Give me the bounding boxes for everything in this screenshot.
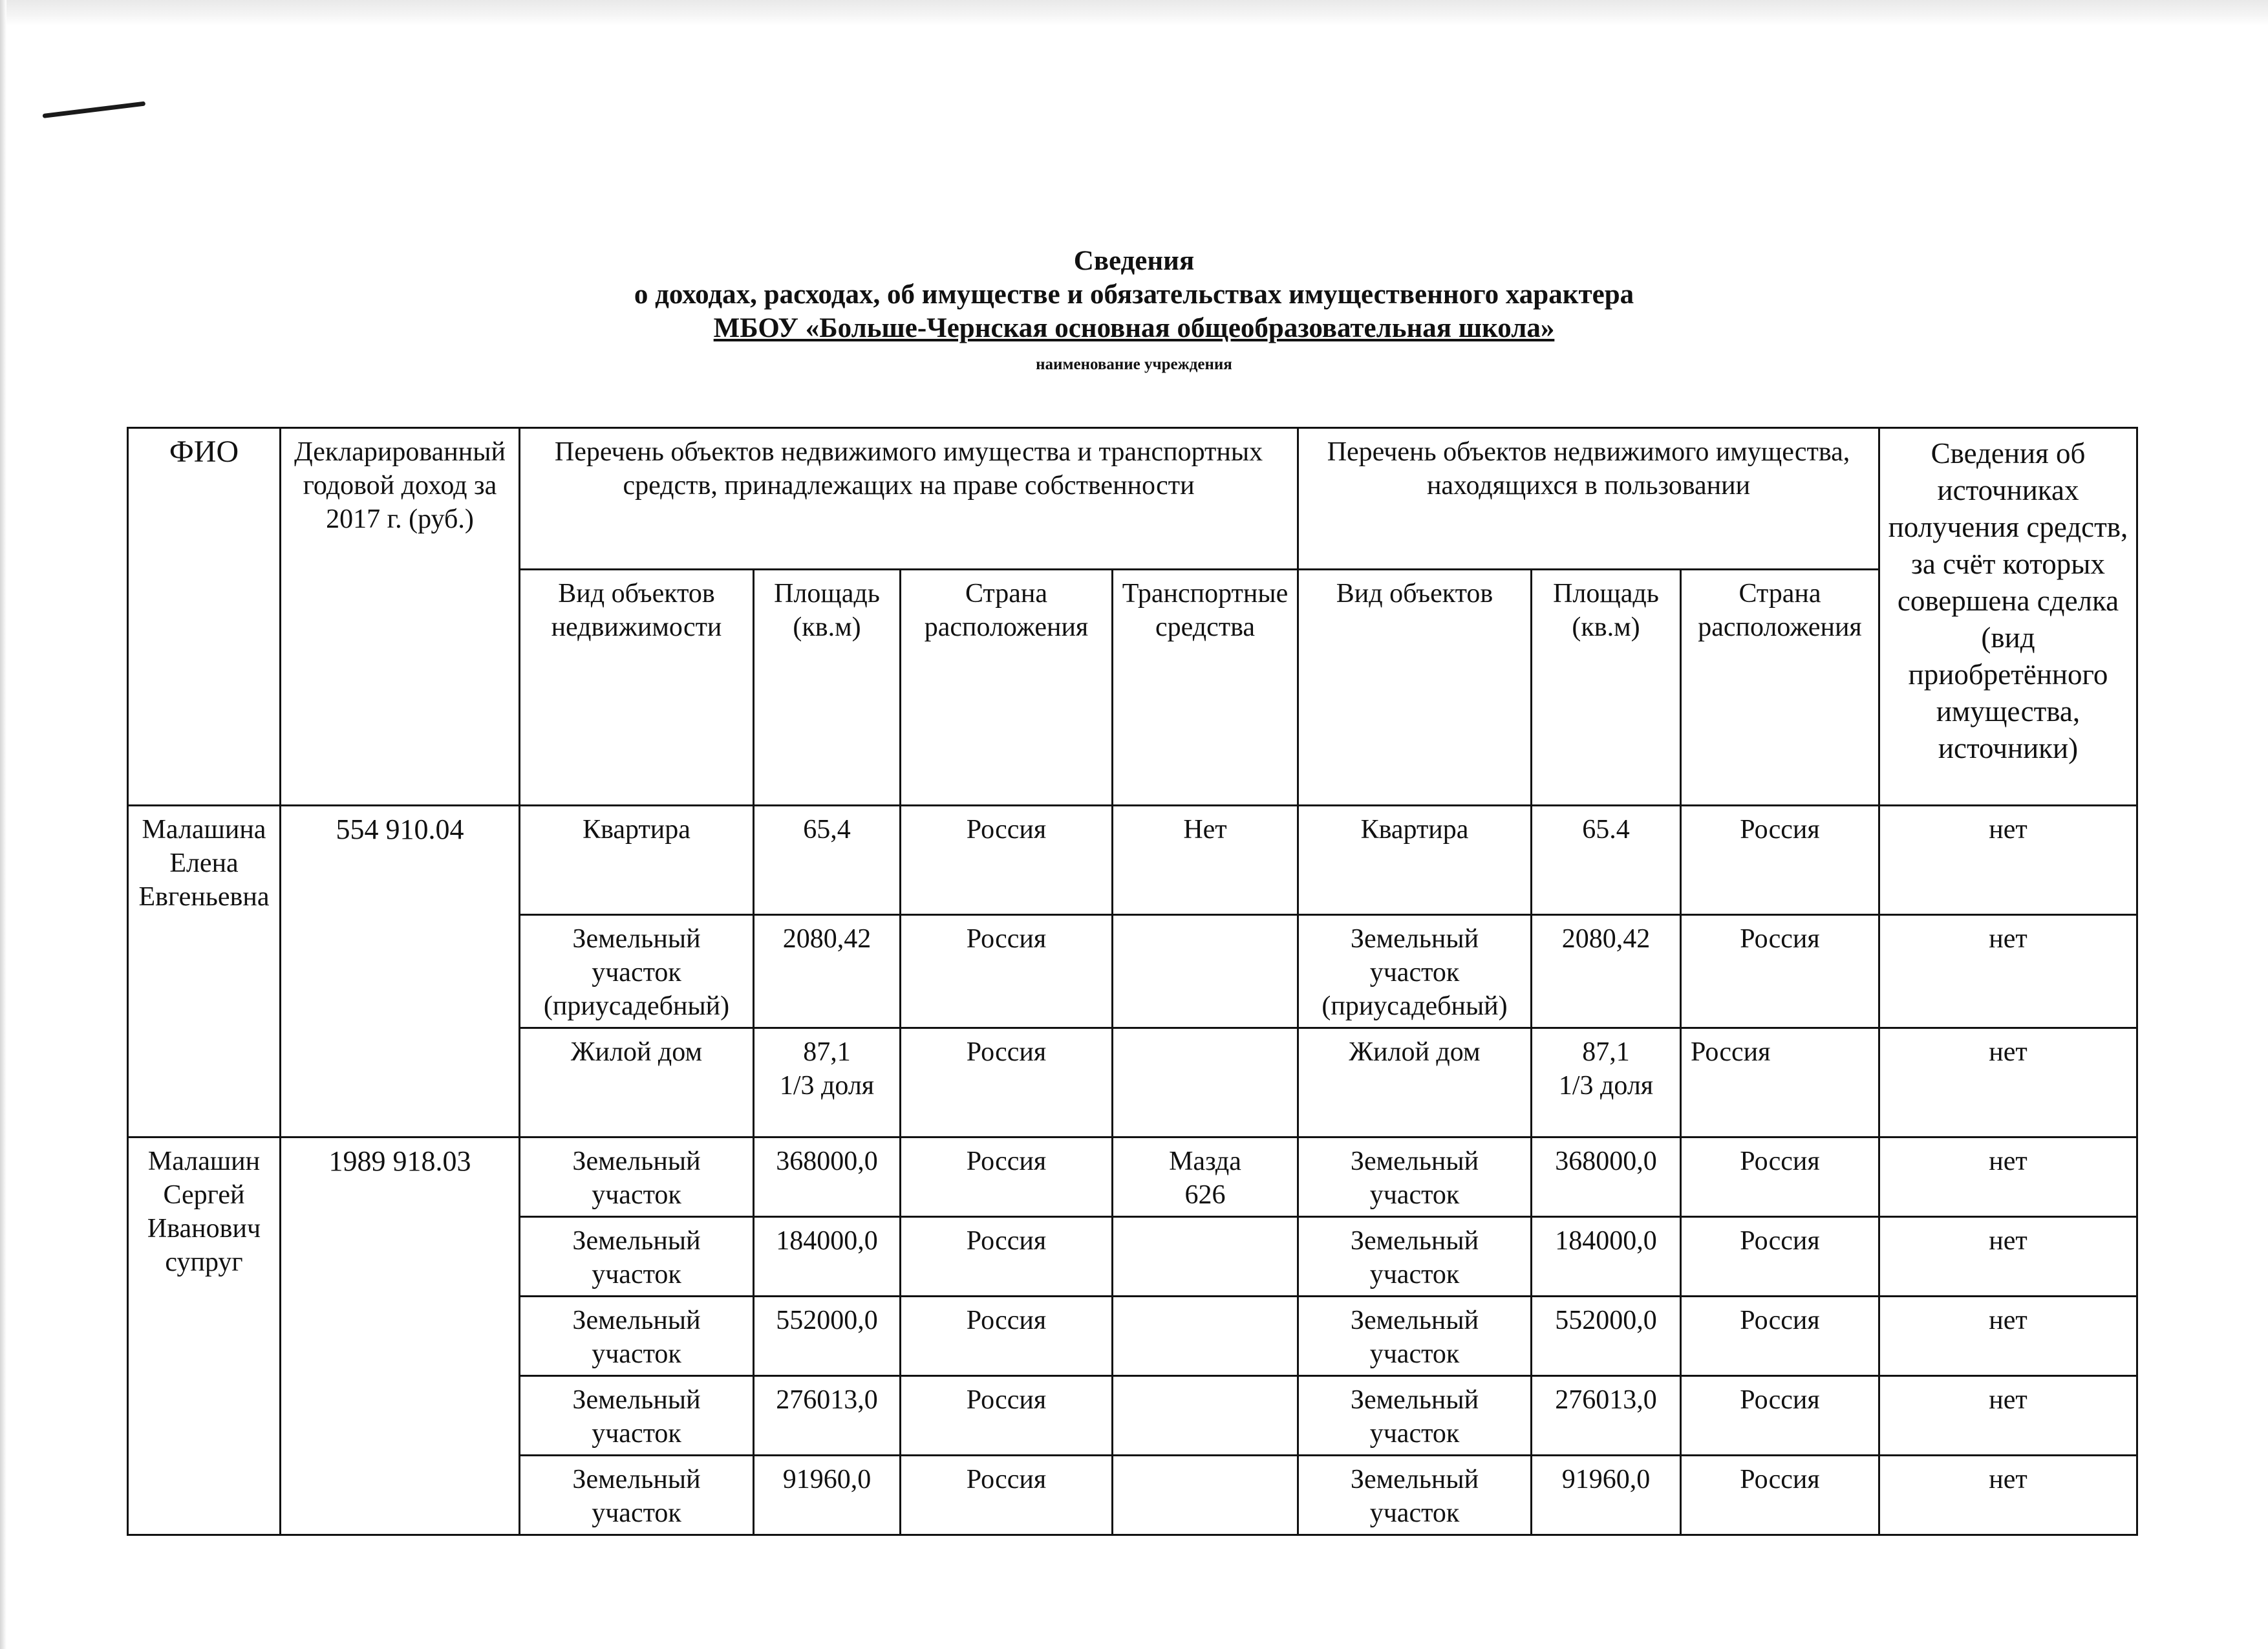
- header-sources: Сведения об источниках получения средств, за счёт которых совершена сделка (вид приобретённого имущества, источники): [1879, 428, 2137, 806]
- owned-type-cell: Земельный участок: [520, 1376, 754, 1456]
- used-country-cell: Россия: [1681, 1456, 1879, 1535]
- owned-area-value: 87,1: [803, 1037, 851, 1067]
- header-owned-property: Перечень объектов недвижимого имущества и транспортных средств, принадлежащих на праве собственности: [520, 428, 1298, 570]
- transport-model: 626: [1184, 1180, 1226, 1210]
- used-area-cell: 91960,0: [1532, 1456, 1681, 1535]
- source-cell: нет: [1879, 1456, 2137, 1535]
- owned-area-cell: 552000,0: [754, 1297, 901, 1376]
- source-cell: нет: [1879, 806, 2137, 915]
- header-owned-country: Страна расположения: [901, 570, 1113, 806]
- owned-country-cell: Россия: [901, 1297, 1113, 1376]
- owned-country-cell: Россия: [901, 915, 1113, 1028]
- used-type-cell: Земельный участок: [1298, 1297, 1532, 1376]
- owned-area-cell: 2080,42: [754, 915, 901, 1028]
- owned-area-cell: [754, 1028, 901, 1137]
- source-cell: нет: [1879, 1217, 2137, 1297]
- owned-country-cell: Россия: [901, 1376, 1113, 1456]
- owned-country-cell: Россия: [901, 1456, 1113, 1535]
- document-subtitle: о доходах, расходах, об имуществе и обязательствах имущественного характера: [634, 279, 1634, 310]
- owned-area-cell: 184000,0: [754, 1217, 901, 1297]
- transport-cell: [1113, 1376, 1298, 1456]
- header-fio: ФИО: [128, 428, 281, 806]
- header-used-type: Вид объектов: [1298, 570, 1532, 806]
- used-type-cell: Земельный участок: [1298, 1217, 1532, 1297]
- header-owned-area: Площадь (кв.м): [754, 570, 901, 806]
- used-area-cell: 276013,0: [1532, 1376, 1681, 1456]
- transport-cell: Нет: [1113, 806, 1298, 915]
- used-country-cell: Россия: [1681, 1028, 1879, 1137]
- used-country-cell: Россия: [1681, 1376, 1879, 1456]
- owned-type-cell: Земельный участок: [520, 1297, 754, 1376]
- transport-make: Мазда: [1169, 1147, 1241, 1176]
- person-patronymic: Иванович: [147, 1214, 261, 1244]
- owned-type-cell: Квартира: [520, 806, 754, 915]
- transport-cell: [1113, 1456, 1298, 1535]
- table-row: [128, 806, 2137, 915]
- institution-name: МБОУ «Больше-Чернская основная общеобразовательная школа»: [713, 313, 1555, 343]
- used-area-value: 87,1: [1582, 1037, 1630, 1067]
- transport-cell: [1113, 1217, 1298, 1297]
- person-surname: Малашин: [147, 1147, 261, 1176]
- used-area-cell: [1532, 1028, 1681, 1137]
- header-used-property: Перечень объектов недвижимого имущества, находящихся в пользовании: [1298, 428, 1879, 570]
- header-owned-transport: Транспортные средства: [1113, 570, 1298, 806]
- person-surname: Малашина: [142, 815, 266, 845]
- transport-cell: [1113, 1028, 1298, 1137]
- institution-caption: наименование учреждения: [1036, 356, 1232, 373]
- transport-cell: [1113, 1297, 1298, 1376]
- used-area-cell: 65.4: [1532, 806, 1681, 915]
- used-type-cell: Земельный участок: [1298, 1137, 1532, 1217]
- source-cell: нет: [1879, 1028, 2137, 1137]
- used-country-cell: Россия: [1681, 1137, 1879, 1217]
- pen-mark: [43, 102, 146, 118]
- person-patronymic: Евгеньевна: [138, 882, 270, 912]
- document-title: Сведения: [1073, 246, 1195, 276]
- person-relation: супруг: [165, 1247, 243, 1277]
- source-cell: нет: [1879, 915, 2137, 1028]
- used-area-cell: 368000,0: [1532, 1137, 1681, 1217]
- header-used-country: Страна расположения: [1681, 570, 1879, 806]
- owned-type-cell: Земельный участок: [520, 1217, 754, 1297]
- owned-area-cell: 65,4: [754, 806, 901, 915]
- owned-country-cell: Россия: [901, 806, 1113, 915]
- table-row: [128, 1137, 2137, 1217]
- owned-area-share: 1/3 доля: [779, 1071, 875, 1101]
- owned-type-cell: Жилой дом: [520, 1028, 754, 1137]
- person-name: [128, 1137, 281, 1535]
- used-country-cell: Россия: [1681, 1217, 1879, 1297]
- source-cell: нет: [1879, 1137, 2137, 1217]
- used-country-cell: Россия: [1681, 1297, 1879, 1376]
- used-country-cell: Россия: [1681, 806, 1879, 915]
- used-type-cell: Квартира: [1298, 806, 1532, 915]
- header-owned-type: Вид объектов недвижимости: [520, 570, 754, 806]
- owned-type-cell: Земельный участок: [520, 1456, 754, 1535]
- owned-country-cell: Россия: [901, 1137, 1113, 1217]
- header-used-area: Площадь (кв.м): [1532, 570, 1681, 806]
- person-income: 554 910.04: [281, 806, 520, 1137]
- person-first-name: Елена: [169, 848, 239, 878]
- person-income: 1989 918.03: [281, 1137, 520, 1535]
- owned-country-cell: Россия: [901, 1028, 1113, 1137]
- transport-cell: [1113, 1137, 1298, 1217]
- source-cell: нет: [1879, 1297, 2137, 1376]
- transport-cell: [1113, 915, 1298, 1028]
- owned-area-cell: 91960,0: [754, 1456, 901, 1535]
- person-name: [128, 806, 281, 1137]
- owned-type-cell: Земельный участок (приусадебный): [520, 915, 754, 1028]
- scan-edge-top: [0, 0, 2268, 26]
- document-header: [0, 244, 2268, 374]
- source-cell: нет: [1879, 1376, 2137, 1456]
- owned-area-cell: 368000,0: [754, 1137, 901, 1217]
- person-first-name: Сергей: [163, 1180, 245, 1210]
- used-type-cell: Земельный участок (приусадебный): [1298, 915, 1532, 1028]
- used-area-cell: 184000,0: [1532, 1217, 1681, 1297]
- used-area-cell: 552000,0: [1532, 1297, 1681, 1376]
- owned-area-cell: 276013,0: [754, 1376, 901, 1456]
- used-type-cell: Земельный участок: [1298, 1456, 1532, 1535]
- owned-type-cell: Земельный участок: [520, 1137, 754, 1217]
- owned-country-cell: Россия: [901, 1217, 1113, 1297]
- header-income: Декларированный годовой доход за 2017 г. (руб.): [281, 428, 520, 806]
- header-row: [128, 428, 2137, 570]
- declaration-table: [127, 427, 2138, 1536]
- used-type-cell: Жилой дом: [1298, 1028, 1532, 1137]
- used-country-cell: Россия: [1681, 915, 1879, 1028]
- used-area-cell: 2080,42: [1532, 915, 1681, 1028]
- used-type-cell: Земельный участок: [1298, 1376, 1532, 1456]
- used-area-share: 1/3 доля: [1558, 1071, 1654, 1101]
